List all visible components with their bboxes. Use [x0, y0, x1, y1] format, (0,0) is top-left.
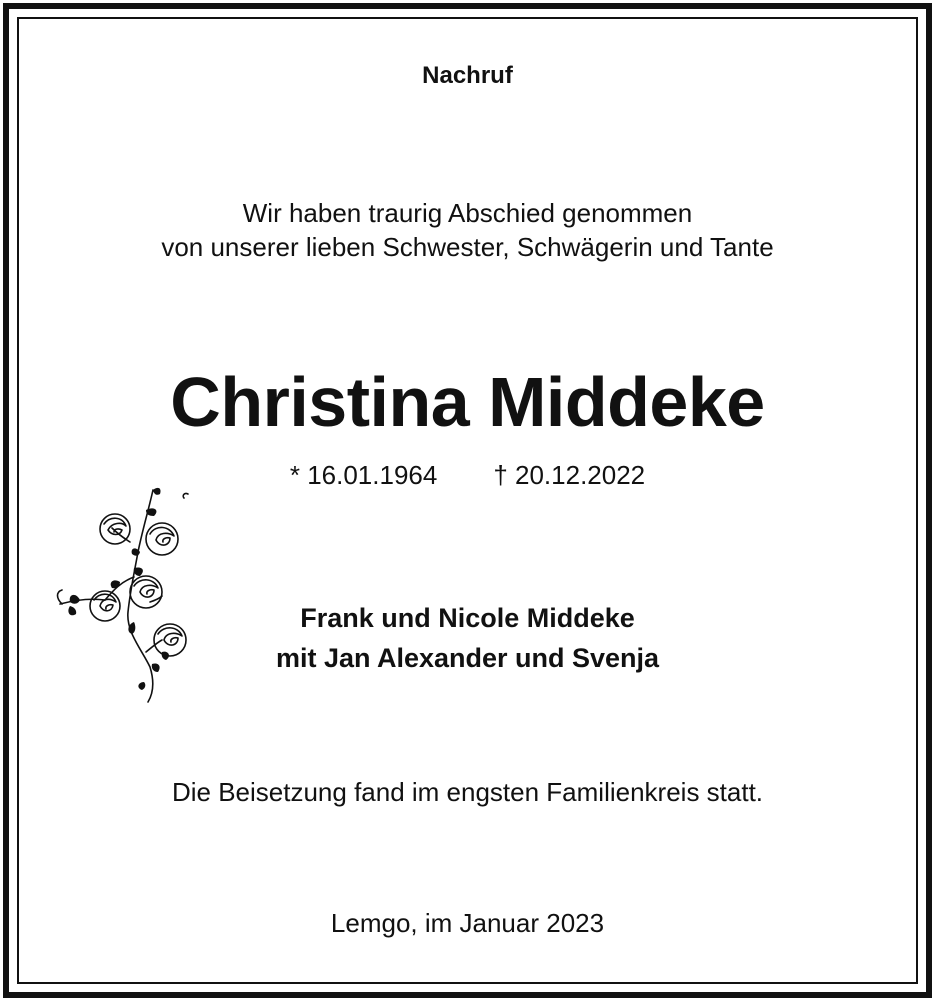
survivors-line-2: mit Jan Alexander und Svenja: [275, 643, 660, 673]
birth-date: * 16.01.1964: [289, 460, 438, 490]
survivors: [0, 598, 935, 678]
survivors-line-1: Frank und Nicole Middeke: [300, 603, 635, 633]
intro-line-2: von unserer lieben Schwester, Schwägerin und Tante: [161, 232, 774, 262]
intro-line-1: Wir haben traurig Abschied genommen: [242, 198, 693, 228]
place-date: Lemgo, im Januar 2023: [330, 908, 605, 938]
intro-text: [0, 196, 935, 264]
notice-heading: Nachruf: [422, 62, 513, 89]
deceased-name: Christina Middeke: [170, 363, 765, 441]
ceremony-note: Die Beisetzung fand im engsten Familienkreis statt.: [171, 777, 764, 807]
death-date: † 20.12.2022: [493, 460, 646, 490]
